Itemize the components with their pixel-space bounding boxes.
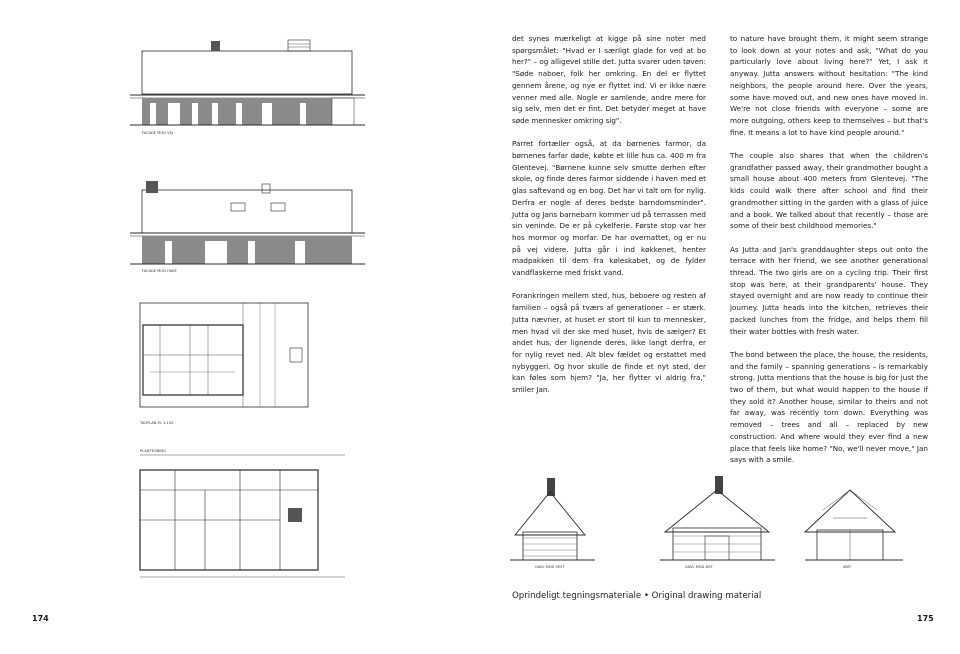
danish-text-column	[512, 33, 706, 407]
paragraph: Parret fortæller også, at da børnenes farmor, da børnenes farfar døde, købte et lille hus ca. 400 m fra Glentevej. "Børnene kunne selv smutte derhen efter skole, og finde deres farmor siddende i haven med et glas saftevand og en bog. Det har vi talt om for nylig. Derfra er nogle af deres bedste barndomsminder". Jutta og Jans barnebarn kommer ud på terrassen med sin veninde. De er på cykelferie. Første stop var her hos mormor og morfar. De har overnattet, og er nu på vej videre. Jutta går i ind køkkenet, henter madpakken til dem fra køleskabet, og de fylder vandflaskerne med friskt vand.	[512, 139, 706, 278]
section-label: SNIT	[843, 565, 852, 569]
plan-label-2: PLANTEGNING	[140, 449, 166, 453]
paragraph: The couple also shares that when the children's grandfather passed away, their grandmother bought a small house about 400 meters from Glentevej. "The kids could walk there after school and find their grandmother sitting in the garden with a glass of juice and a book. We talked about that recently – those are some of their best childhood memories."	[730, 151, 928, 231]
gable-label-2: GAVL MOD ØST	[685, 565, 713, 569]
page-number-left: 174	[32, 614, 49, 623]
paragraph: to nature have brought them, it might seem strange to look down at your notes and ask, "What do you particularly love about living here?" Yet, I ask it anyway. Jutta answers without hesitation: "The kind neighbors, the people around here. Over the years, some have moved out, and new ones have moved in. We're not close friends with everyone – some are more outgoing, others keep to themselves – but that's fine. It means a lot to have kind people around."	[730, 34, 928, 137]
gable-label-1: GAVL MOD VEST	[535, 565, 565, 569]
paragraph: Forankringen mellem sted, hus, beboere og resten af familien – også på tværs af generationer – er stærk. Jutta nævner, at huset er stort til kun to mennesker, men hvad vil der ske med huset, hvis de sælger? Et andet hus, der lignende deres, ikke langt derfra, er for nylig revet ned. Alt blev fældet og erstattet med nybyggeri. Og hvor skulle de finde et nyt sted, der kan føles som hjem? "Ja, her flytter vi aldrig fra," smiler Jan.	[512, 291, 706, 395]
elevation-label-2: FACADE MOD HAVE	[142, 269, 177, 273]
page-number-right: 175	[917, 614, 934, 623]
gable-drawings	[505, 470, 905, 580]
elevation-label-1: FACADE MOD VEJ	[142, 131, 173, 135]
paragraph: The bond between the place, the house, the residents, and the family – spanning generations – is remarkably strong. Jutta mentions that the house is big for just the two of them, but what would happen to the house if they sold it? Another house, similar to theirs and not far away, was recently torn down. Everything was removed – trees and all – replaced by new construction. And where would they ever find a new place that feels like home? "No, we'll never move," Jan says with a smile.	[730, 349, 928, 465]
english-text-column	[730, 33, 928, 478]
figure-caption: Oprindeligt tegningsmateriale • Original drawing material	[512, 591, 762, 601]
plan-label-1: TAGPLAN M. 1:100	[140, 421, 174, 425]
paragraph: det synes mærkeligt at kigge på sine noter med spørgsmålet: "Hvad er I særligt glade for ved at bo her?" – og alligevel stille det. Jutta svarer uden tøven: "Søde naboer, folk her omkring. En del er flyttet gennem årene, og nye er flyttet ind. Vi er ikke nære venner med alle. Nogle er samlende, andre mere for sig selv, men det er fint. Det betyder meget at have søde mennesker omkring sig".	[512, 34, 706, 125]
paragraph: As Jutta and Jan's granddaughter steps out onto the terrace with her friend, we see another generational thread. The two girls are on a cycling trip. Their first stop was here, at their grandparents' house. They stayed overnight and are now ready to continue their journey. Jutta heads into the kitchen, retrieves their packed lunches from the fridge, and helps them fill their water bottles with fresh water.	[730, 244, 928, 336]
